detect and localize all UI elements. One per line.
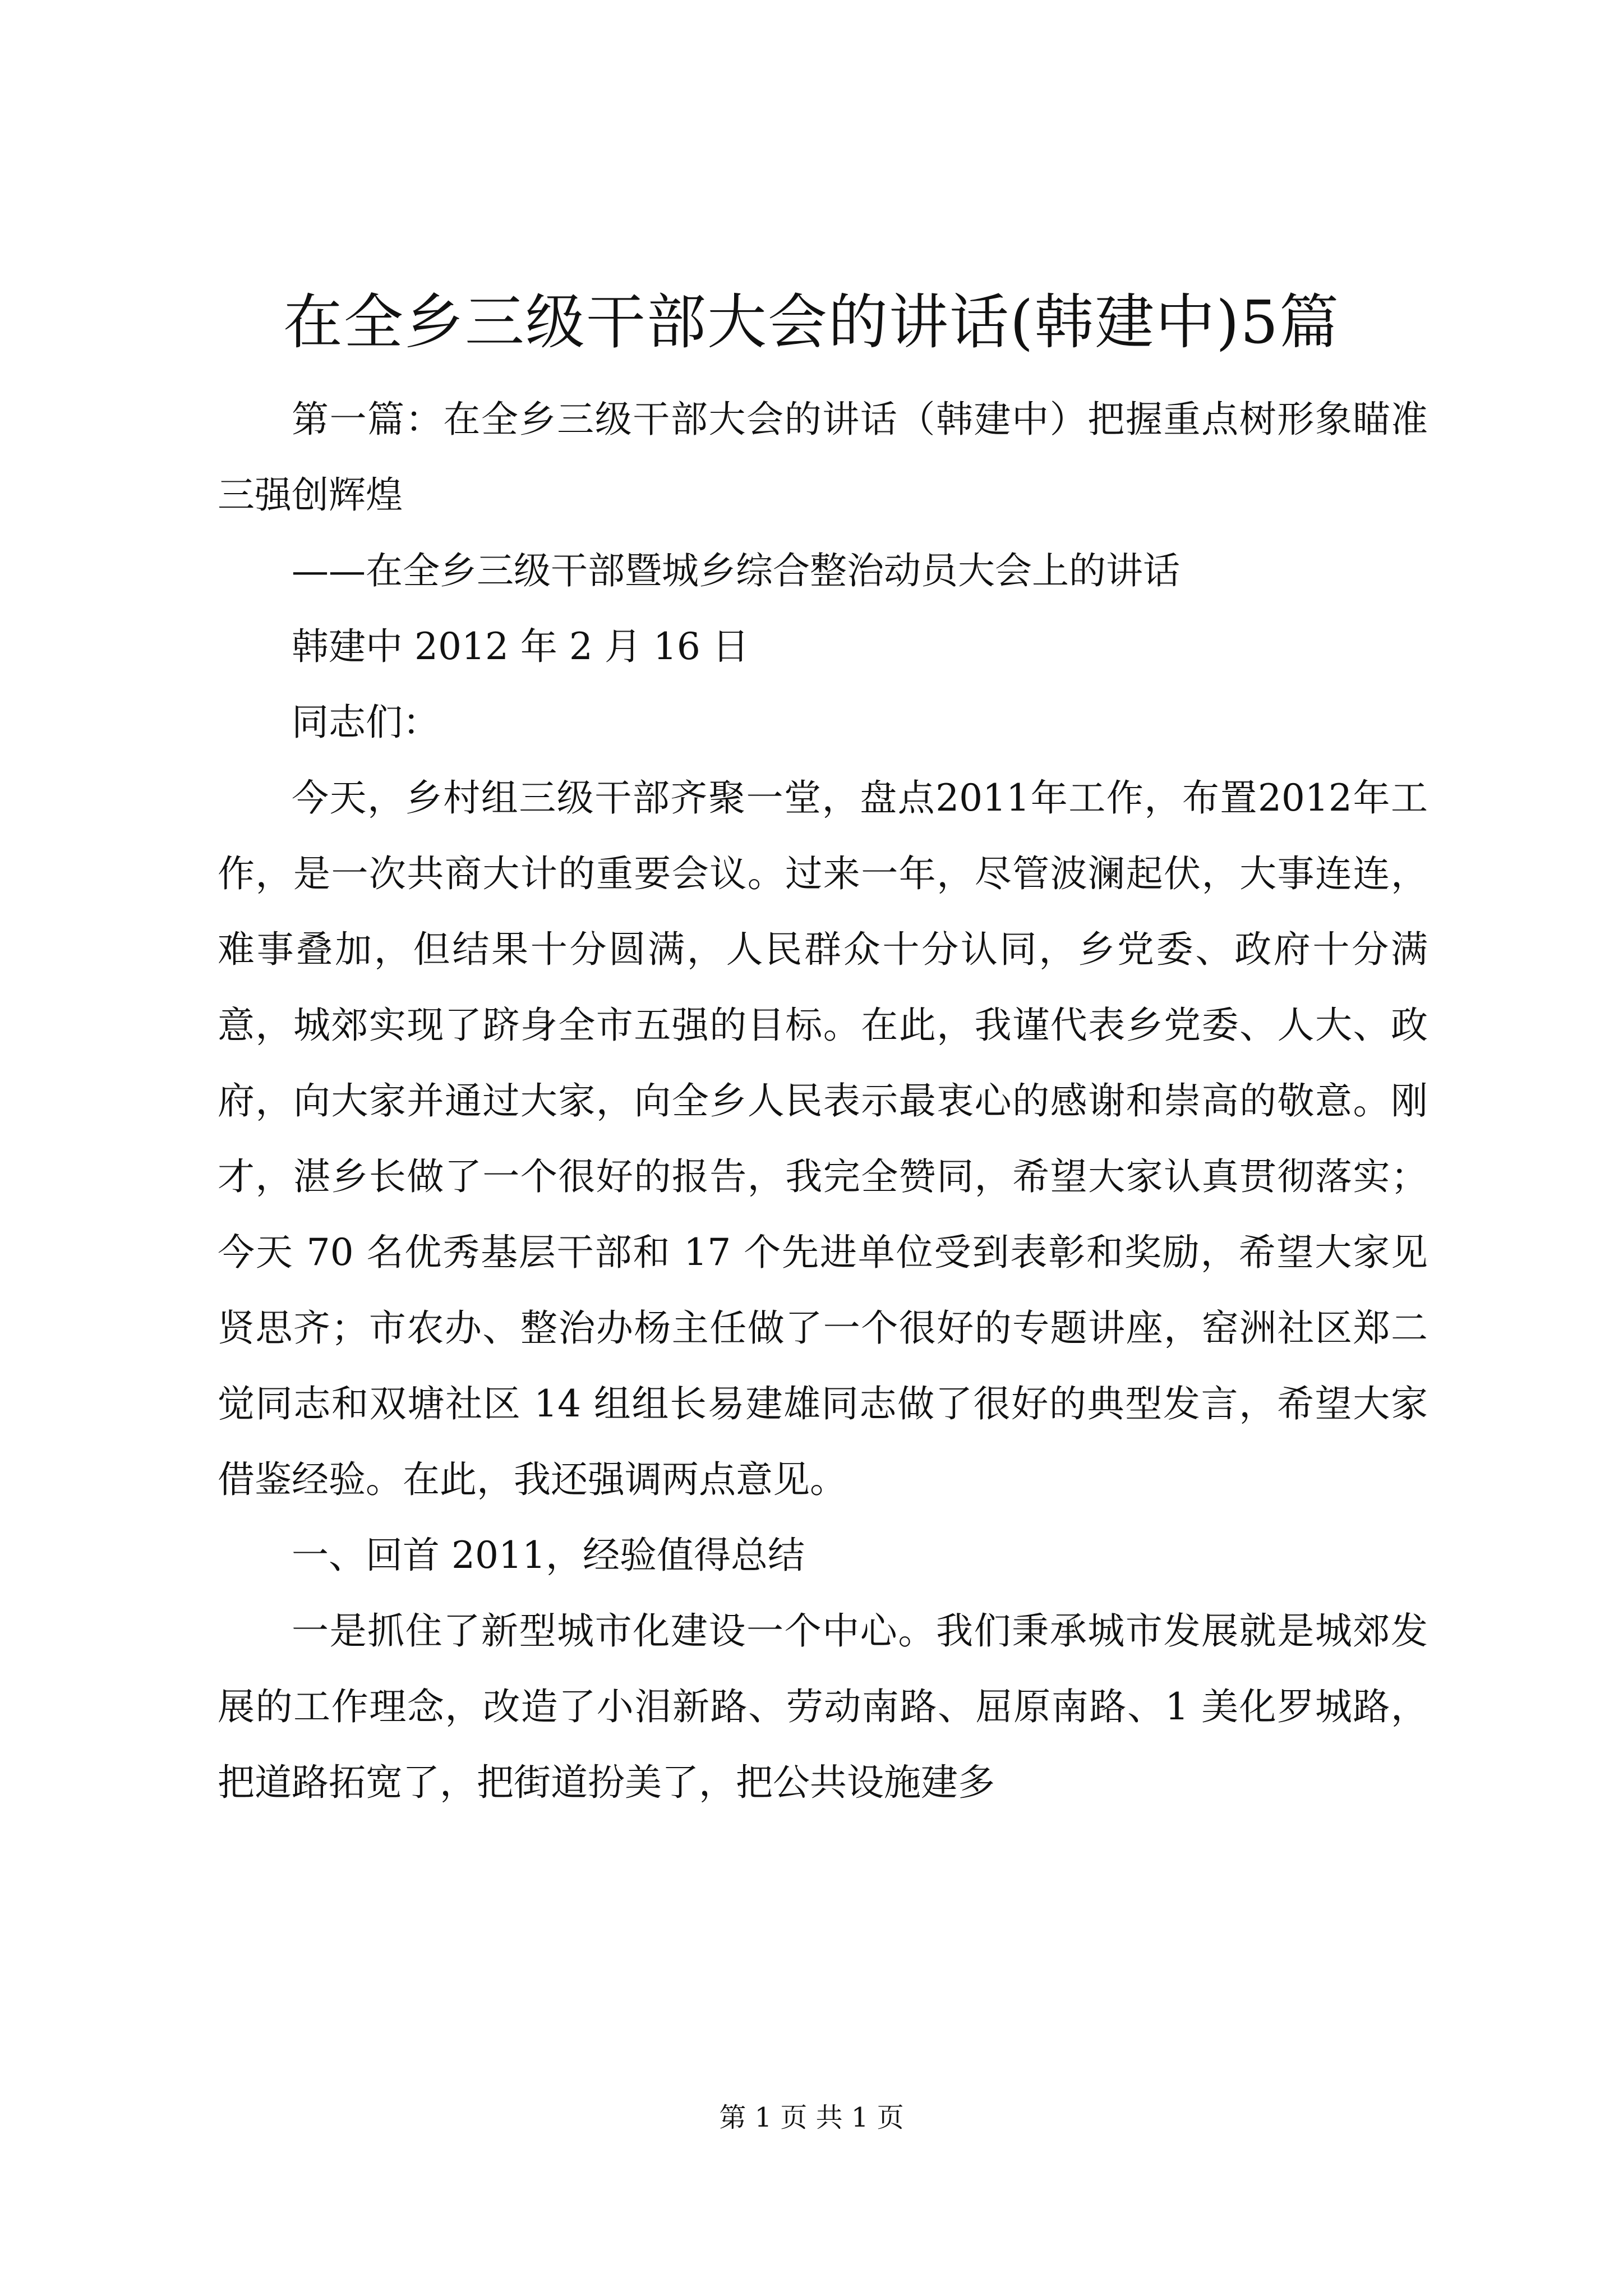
paragraph-author-date: 韩建中 2012 年 2 月 16 日 [292,625,749,668]
paragraph-point-one: 一是抓住了新型城市化建设一个中心。我们秉承城市发展就是城郊发展的工作理念，改造了小泪新路、劳动南路、屈原南路、1 美化罗城路，把道路拓宽了，把街道扮美了，把公共设施建多 [218,1609,1428,1804]
paragraph-subtitle: 第一篇：在全乡三级干部大会的讲话（韩建中）把握重点树形象瞄准三强创辉煌 [218,398,1428,517]
paragraph-salutation: 同志们： [292,701,440,744]
paragraph-introduction: 今天，乡村组三级干部齐聚一堂，盘点2011年工作，布置2012年工作，是一次共商大计的重要会议。过来一年，尽管波澜起伏，大事连连，难事叠加，但结果十分圆满，人民群众十分认同，乡党委、政府十分满意，城郊实现了跻身全市五强的目标。在此，我谨代表乡党委、人大、政府，向大家并通过大家，向全乡人民表示最衷心的感谢和崇高的敬意。刚才，湛乡长做了一个很好的报告，我完全赞同，希望大家认真贯彻落实；今天 70 名优秀基层干部和 17 个先进单位受到表彰和奖励，希望大家见贤思齐；市农办、整治办杨主任做了一个很好的专题讲座，窑洲社区郑二觉同志和双塘社区 14 组组长易建雄同志做了很好的典型发言，希望大家借鉴经验。在此，我还强调两点意见。 [218,776,1428,1501]
document-body [218,381,1428,1820]
section-heading: 一、回首 2011，经验值得总结 [292,1534,805,1577]
page-footer: 第 1 页 共 1 页 [719,2102,904,2133]
paragraph-speech-occasion: ——在全乡三级干部暨城乡综合整治动员大会上的讲话 [292,549,1180,592]
document-title: 在全乡三级干部大会的讲话(韩建中)5篇 [283,288,1340,357]
